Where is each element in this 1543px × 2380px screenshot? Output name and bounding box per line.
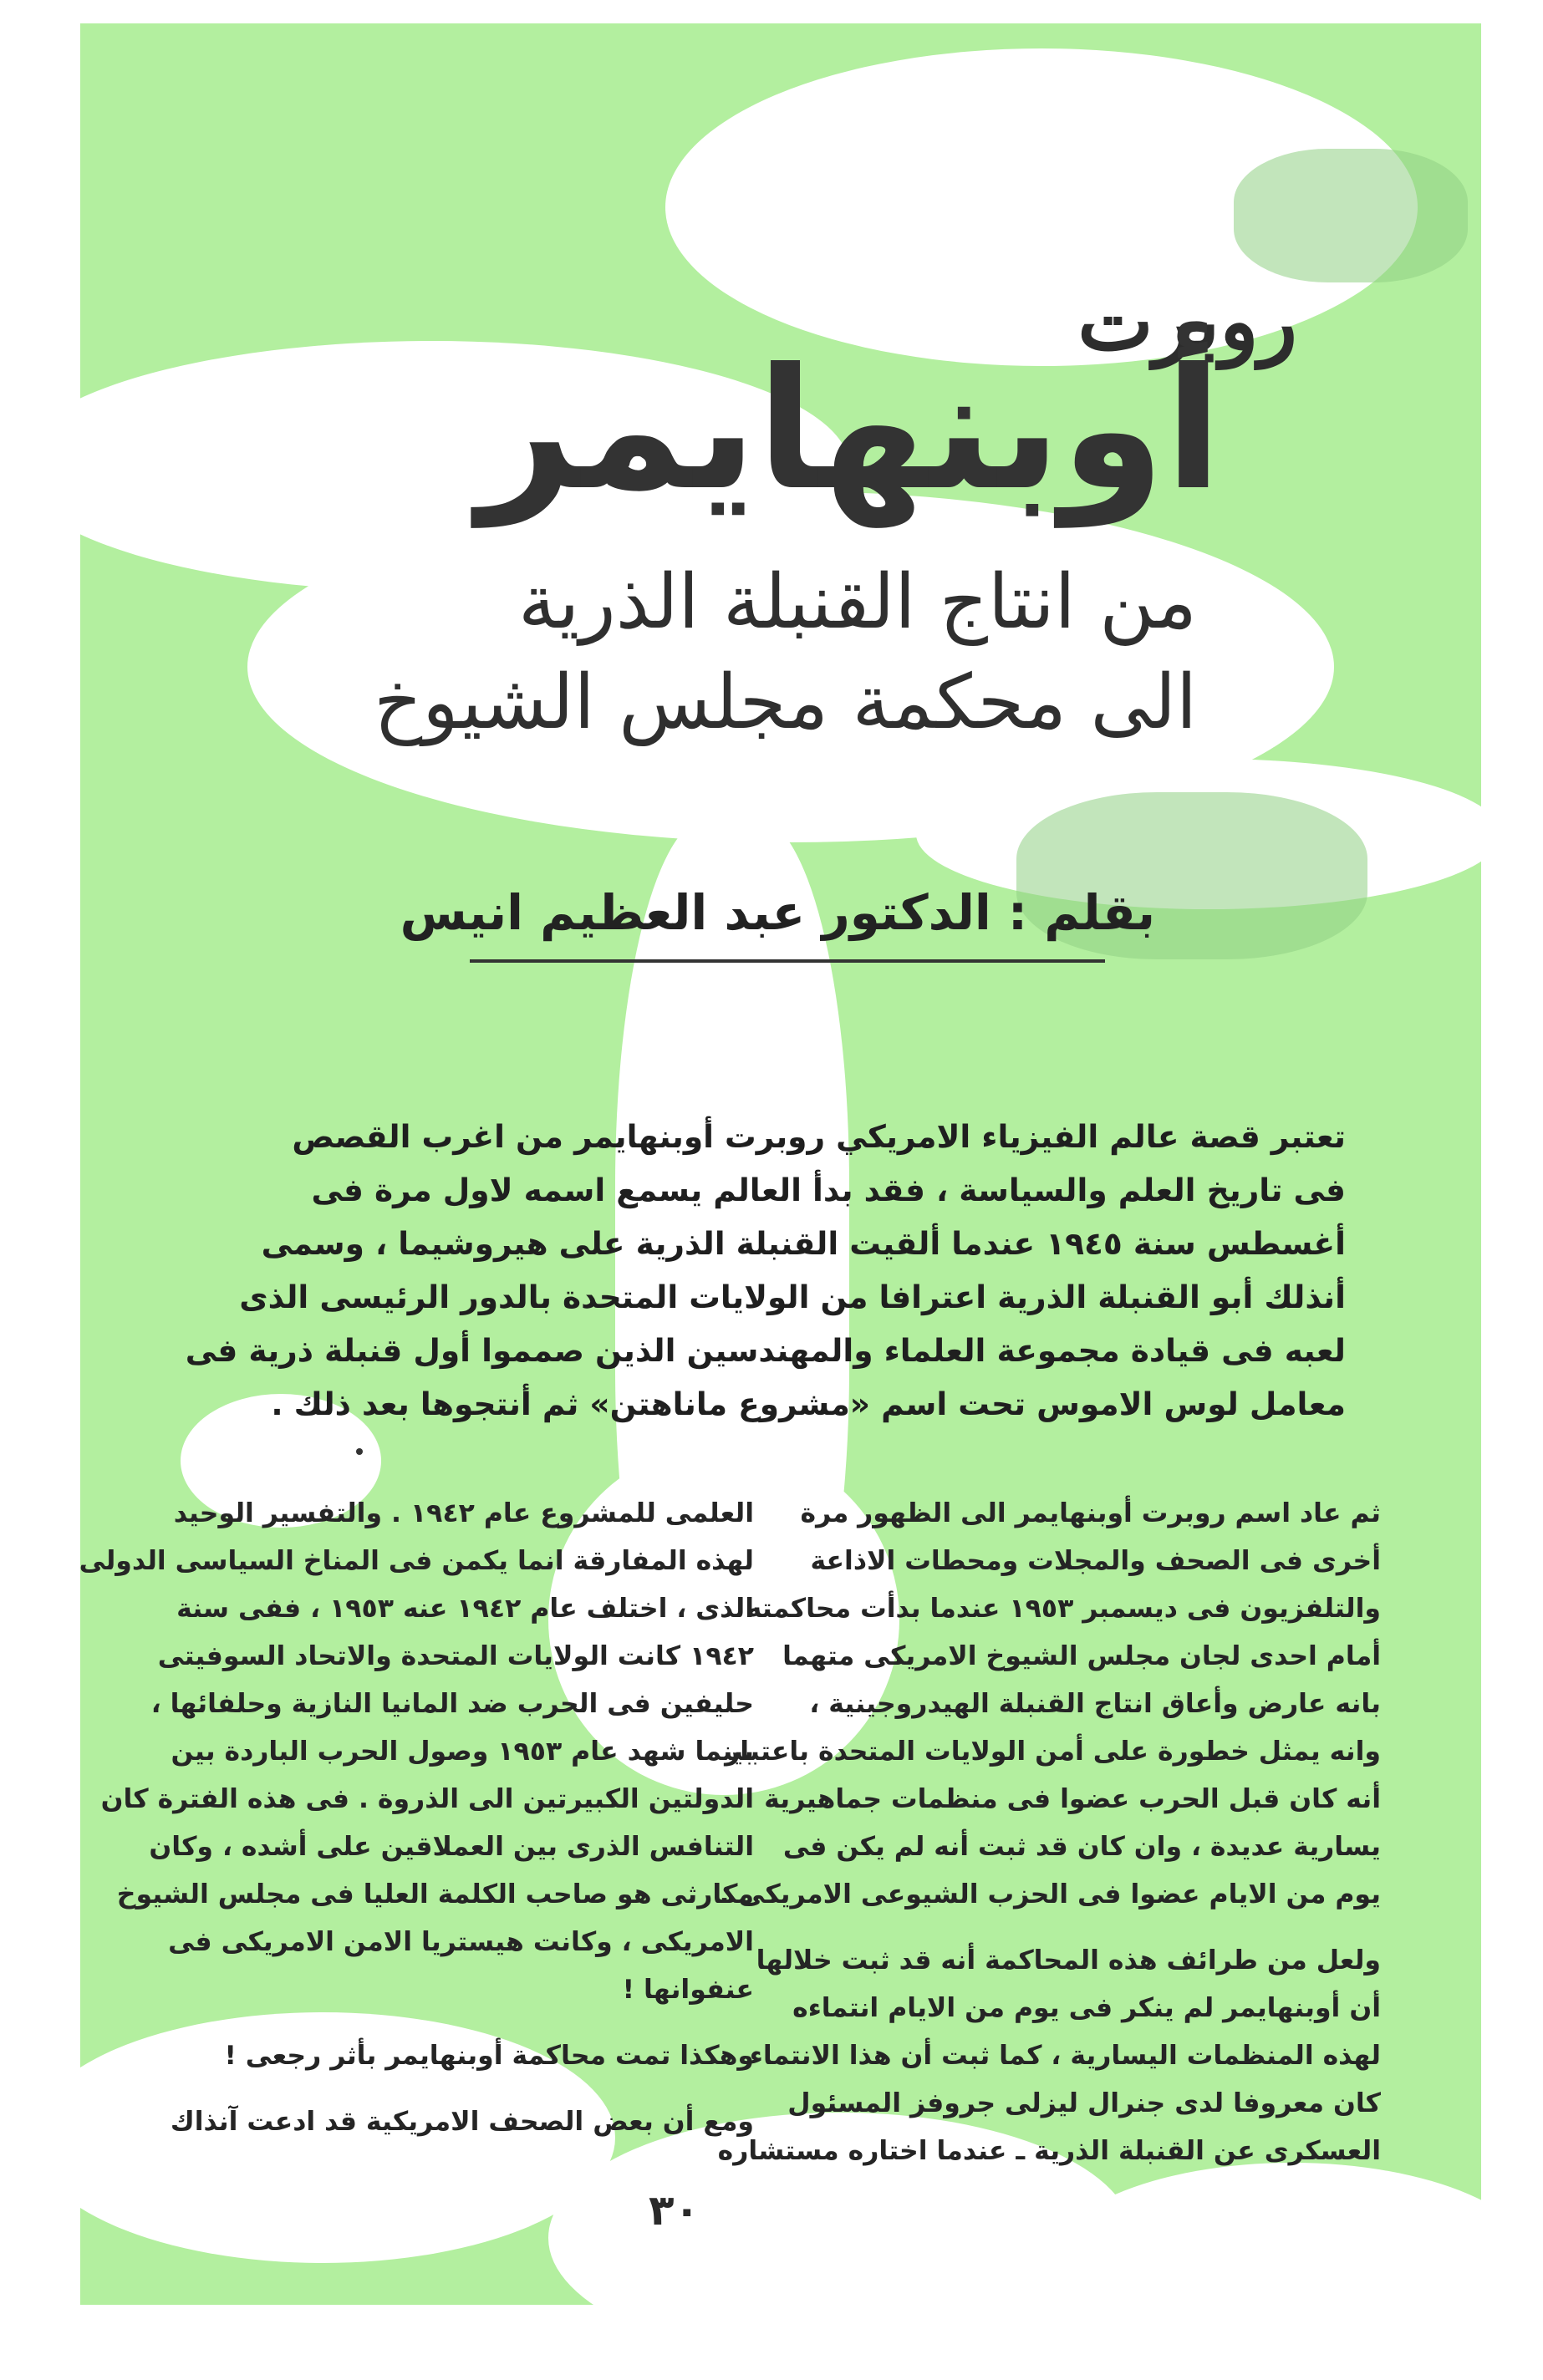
body-text-line: الامريكى ، وكانت هيستريا الامن الامريكى فى (168, 1927, 754, 1957)
body-text-line: ولعل من طرائف هذه المحاكمة أنه قد ثبت خلالها (756, 1945, 1381, 1976)
paragraph-gap (186, 2014, 754, 2032)
intro-line: أغسطس سنة ١٩٤٥ عندما ألقيت القنبلة الذرية على هيروشيما ، وسمى (261, 1225, 1346, 1262)
body-text-line: ومع أن بعض الصحف الامريكية قد ادعت آنذاك (170, 2107, 754, 2137)
paragraph-gap (812, 1919, 1381, 1937)
body-text-line: وانه يمثل خطورة على أمن الولايات المتحدة باعتبار (725, 1737, 1381, 1767)
intro-line: تعتبر قصة عالم الفيزياء الامريكي روبرت أوبنهايمر من اغرب القصص (292, 1118, 1346, 1155)
body-text-line: والتلفزيون فى ديسمبر ١٩٥٣ عندما بدأت محاكمته (746, 1594, 1381, 1624)
body-text-line: أنه كان قبل الحرب عضوا فى منظمات جماهيرية (764, 1784, 1381, 1814)
body-text-line: لهذه المنظمات اليسارية ، كما ثبت أن هذا الانتماء (749, 2041, 1381, 2071)
body-text-line: مكارثى هو صاحب الكلمة العليا فى مجلس الشيوخ (116, 1879, 754, 1910)
body-text-line: التنافس الذرى بين العملاقين على أشده ، وكان (149, 1832, 754, 1862)
paragraph-gap (186, 2080, 754, 2098)
page-number: ٣٠ (649, 2186, 700, 2235)
body-text-line: لهذه المفارقة انما يكمن فى المناخ السياسى الدولى (79, 1546, 754, 1576)
magazine-page (80, 23, 1481, 2305)
body-text-line: ١٩٤٢ كانت الولايات المتحدة والاتحاد السوفيتى (157, 1641, 754, 1671)
left-column (79, 1490, 754, 2146)
body-text-line: بينما شهد عام ١٩٥٣ وصول الحرب الباردة بين (171, 1737, 754, 1767)
first-name: روبرت (1077, 274, 1297, 369)
body-text-line: أخرى فى الصحف والمجلات ومحطات الاذاعة (810, 1546, 1381, 1576)
separator-dot (356, 1448, 363, 1455)
subtitle-line-1: من انتاج القنبلة الذرية (517, 558, 1197, 646)
last-name-title: أوبنهايمر (477, 333, 1222, 527)
body-text-line: أمام احدى لجان مجلس الشيوخ الامريكى متهما (782, 1641, 1381, 1671)
subtitle-line-2: الى محكمة مجلس الشيوخ (374, 659, 1197, 746)
body-text-line: الدولتين الكبيرتين الى الذروة . فى هذه الفترة كان (100, 1784, 754, 1814)
body-text-line: كان معروفا لدى جنرال ليزلى جروفز المسئول (787, 2088, 1381, 2118)
body-text-line: بانه عارض وأعاق انتاج القنبلة الهيدروجينية ، (809, 1689, 1381, 1719)
intro-line: فى تاريخ العلم والسياسة ، فقد بدأ العالم يسمع اسمه لاول مرة فى (311, 1172, 1346, 1208)
intro-line: معامل لوس الاموس تحت اسم «مشروع ماناهتن» ثم أنتجوها بعد ذلك . (271, 1386, 1346, 1422)
body-text-line: العلمى للمشروع عام ١٩٤٢ . والتفسير الوحيد (173, 1498, 754, 1528)
body-text-line: أن أوبنهايمر لم ينكر فى يوم من الايام انتماءه (792, 1993, 1381, 2023)
body-text-line: يسارية عديدة ، وان كان قد ثبت أنه لم يكن فى (782, 1832, 1381, 1862)
intro-paragraph (185, 1110, 1346, 1431)
body-text-line: الذى ، اختلف عام ١٩٤٢ عنه ١٩٥٣ ، ففى سنة (176, 1594, 754, 1624)
body-text-line: وهكذا تمت محاكمة أوبنهايمر بأثر رجعى ! (224, 2041, 754, 2071)
body-text-line: حليفين فى الحرب ضد المانيا النازية وحلفائها ، (150, 1689, 754, 1719)
author-byline: بقلم : الدكتور عبد العظيم انيس (400, 884, 1155, 941)
byline-underline (470, 959, 1105, 963)
body-text-line: عنفوانها ! (622, 1975, 754, 2005)
intro-line: لعبه فى قيادة مجموعة العلماء والمهندسين الذين صمموا أول قنبلة ذرية فى (185, 1332, 1346, 1369)
body-text-line: ثم عاد اسم روبرت أوبنهايمر الى الظهور مرة (800, 1498, 1381, 1528)
body-text-line: العسكرى عن القنبلة الذرية ـ عندما اختاره مستشاره (717, 2136, 1381, 2166)
right-column (717, 1490, 1381, 2175)
intro-line: أنذلك أبو القنبلة الذرية اعترافا من الولايات المتحدة بالدور الرئيسى الذى (239, 1279, 1346, 1315)
body-text-line: يوم من الايام عضوا فى الحزب الشيوعى الامريكى . (719, 1879, 1381, 1910)
